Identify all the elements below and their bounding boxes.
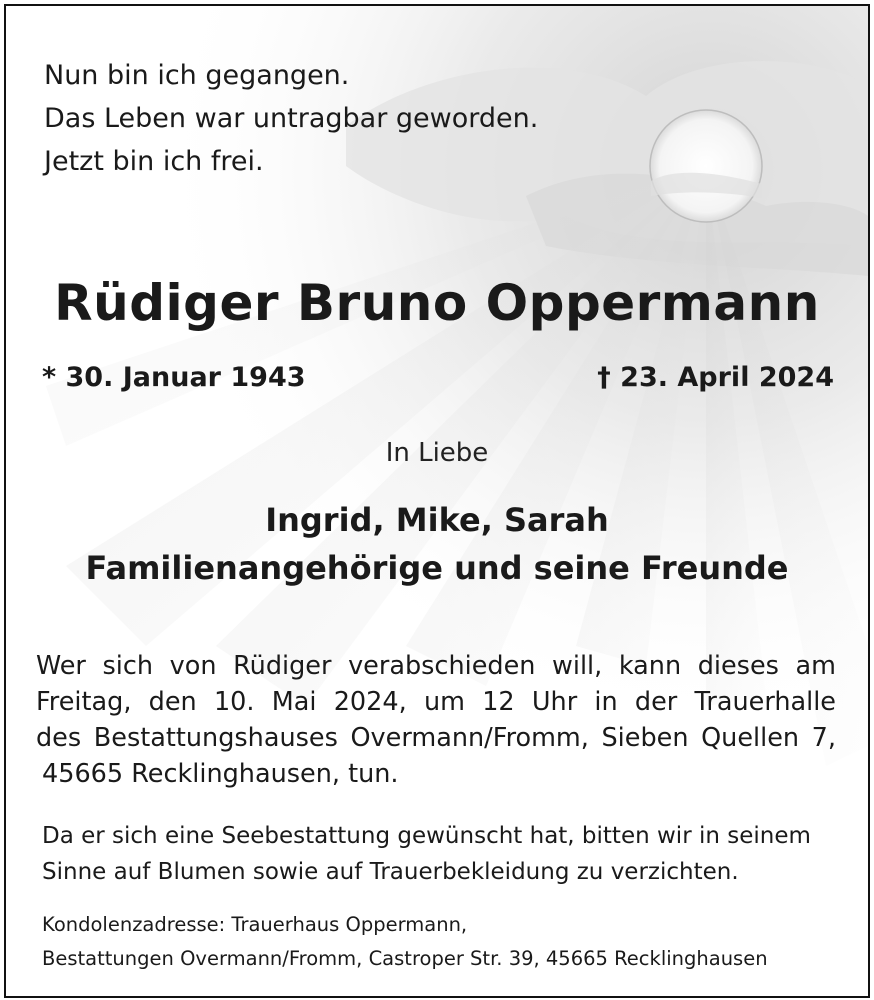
death-date: † 23. April 2024 [597,362,834,393]
farewell-line: Freitag, den 10. Mai 2024, um 12 Uhr in der Trauerhalle [36,687,836,717]
birth-date: * 30. Januar 1943 [42,362,306,393]
farewell-line: 45665 Recklinghausen, tun. [42,759,399,789]
poem-line: Das Leben war untragbar geworden. [44,103,539,134]
poem-line: Nun bin ich gegangen. [44,60,350,91]
obituary-notice [4,4,870,998]
family-names [6,496,868,592]
farewell-line: Wer sich von Rüdiger verabschieden will, kann dieses am [36,651,836,681]
deceased-name: Rüdiger Bruno Oppermann [54,274,820,332]
condolence-address [42,908,852,976]
in-love-line: In Liebe [385,438,489,468]
poem-line: Jetzt bin ich frei. [44,146,264,177]
address-line: Bestattungen Overmann/Fromm, Castroper Str. 39, 45665 Recklinghausen [42,947,768,970]
wish-line: Sinne auf Blumen sowie auf Trauerbekleidung zu verzichten. [42,859,739,885]
family-line: Familienangehörige und seine Freunde [85,549,789,587]
family-line: Ingrid, Mike, Sarah [265,501,609,539]
wish-line: Da er sich eine Seebestattung gewünscht hat, bitten wir in seinem [42,823,811,849]
address-line: Kondolenzadresse: Trauerhaus Oppermann, [42,913,468,936]
farewell-paragraph [36,648,836,792]
farewell-line: des Bestattungshauses Overmann/Fromm, Sieben Quellen 7, [36,723,836,753]
sea-burial-paragraph [42,818,842,890]
poem [44,54,538,183]
